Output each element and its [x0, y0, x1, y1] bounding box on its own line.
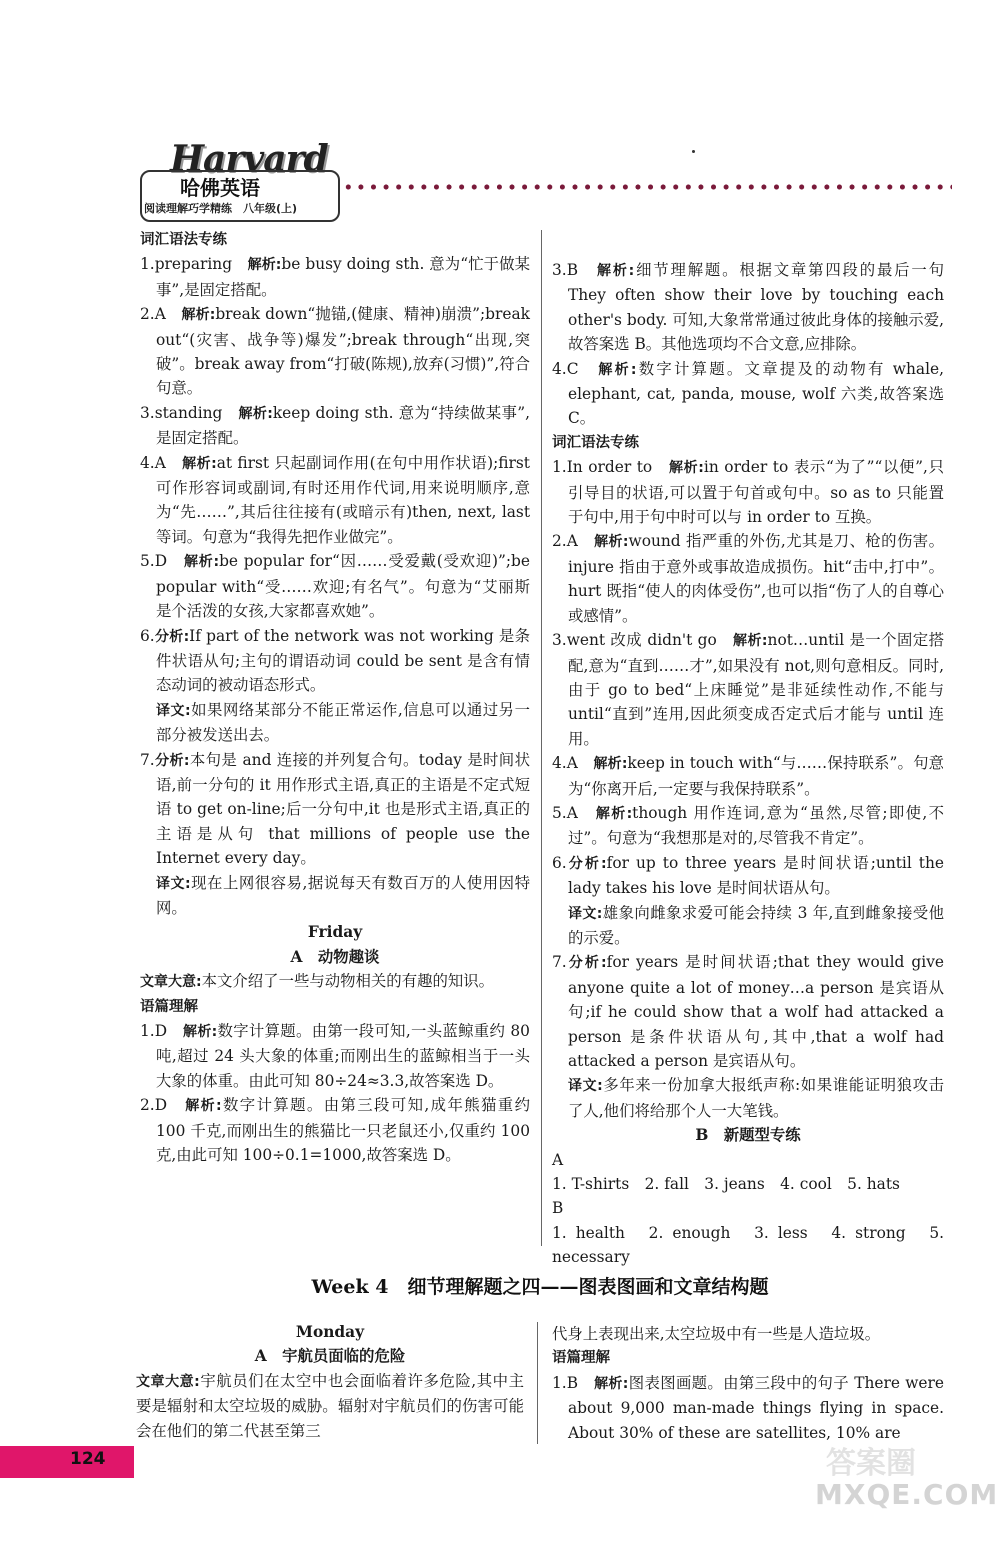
- paragraph-text: 1. health 2. enough 3. less 4. strong 5. necessary: [552, 1223, 944, 1267]
- paragraph-text: 宇航员们在太空中也会面临着许多危险,其中主要是辐射和太空垃圾的威胁。辐射对宇航员们的伤害可能会在他们的第二代甚至第三: [136, 1371, 524, 1440]
- centered-heading: A 动物趣谈: [290, 947, 380, 966]
- item-number: 3.: [552, 261, 567, 279]
- translation-text: 雄象向雌象求爱可能会持续 3 年,直到雌象接受他的示爱。: [568, 903, 944, 947]
- item-number: 5.: [552, 803, 567, 822]
- item-label: 解析:: [247, 257, 282, 274]
- item-text: keep in touch with“与……保持联系”。句意为“你离开后,一定要与我保持联系”。: [568, 754, 944, 798]
- plain-text: [552, 1221, 944, 1270]
- item-number: 1.: [140, 255, 155, 274]
- right-column: [552, 258, 944, 1270]
- translation-label: 译文:: [568, 905, 603, 922]
- page-number-tab: [0, 1446, 134, 1478]
- item-answer: A: [566, 532, 578, 551]
- item-text: 数字计算题。由第三段可知,成年熊猫重约 100 千克,而刚出生的熊猫比一只老鼠还小,仅重约 100 克,由此可知 100÷0.1=1000,故答案选 D。: [156, 1096, 530, 1165]
- header-dotted-rule: [342, 183, 952, 191]
- item-number: 1.: [552, 458, 567, 477]
- translation: [552, 1073, 944, 1123]
- logo-title: 哈佛英语: [180, 176, 260, 200]
- item-label: 解析:: [593, 756, 628, 773]
- translation-text: 多年来一份加拿大报纸声称:如果谁能证明狼攻击了人,他们将给那个人一大笔钱。: [568, 1076, 944, 1120]
- item-label: 解析:: [597, 263, 635, 279]
- item-number: 3.: [140, 403, 155, 422]
- plain-text: [552, 1148, 944, 1172]
- item-answer: standing: [154, 403, 223, 422]
- item-number: 4.: [140, 453, 155, 472]
- answer-item: [140, 1093, 530, 1167]
- section-heading: 词汇语法专练: [552, 434, 639, 451]
- item-answer: C: [566, 359, 579, 378]
- item-number: 7.: [140, 750, 155, 769]
- item-number: 2.: [552, 532, 567, 551]
- item-number: 7.: [552, 953, 567, 972]
- item-text: not…until 是一个固定搭配,意为“直到……才”,如果没有 not,则句意相反。同时,由于 go to bed“上床睡觉”是非延续性动作,不能与 until“直到”连用,因此须变成否定式后才能与 until 连用。: [568, 631, 944, 748]
- answer-item: [140, 302, 530, 401]
- bottom-left-column: [136, 1320, 524, 1443]
- item-number: 3.: [552, 631, 567, 650]
- item-number: 2.: [140, 1096, 155, 1115]
- answer-item: [552, 950, 944, 1073]
- item-answer: A: [566, 803, 578, 822]
- item-label: 解析:: [238, 405, 273, 422]
- answer-item: [552, 851, 944, 901]
- translation-label: 译文:: [156, 702, 191, 719]
- paragraph-label: 文章大意:: [136, 1373, 200, 1390]
- item-label: 解析:: [182, 455, 217, 472]
- item-label: 解析:: [594, 1375, 629, 1392]
- watermark-logo: 答案圈: [826, 1446, 916, 1481]
- item-text: 细节理解题。根据文章第四段的最后一句 They often show their love by touching each other's body. 可知,大象常常通过彼此身体的接触示爱,故答案选 B。其他选项均不合文意,应排除。: [568, 261, 944, 354]
- item-label: 解析:: [183, 554, 220, 571]
- item-number: 5.: [140, 552, 155, 571]
- item-label: 解析:: [668, 460, 704, 477]
- item-number: 1.: [140, 1022, 155, 1040]
- harvard-logo: [140, 138, 340, 220]
- plain-text: [552, 1196, 944, 1220]
- item-label: 分析:: [566, 955, 607, 972]
- answer-item: [552, 529, 944, 628]
- item-answer: In order to: [566, 458, 653, 477]
- centered-heading: Monday: [295, 1323, 365, 1341]
- answer-item: [552, 1371, 944, 1445]
- section-heading: 语篇理解: [140, 998, 198, 1015]
- item-text: 本句是 and 连接的并列复合句。today 是时间状语,前一分句的 it 用作形式主语,真正的主语是不定式短语 to get on-line;后一分句中,it 也是形式主语,真正的主语是从句 that millions of people use the Internet every day。: [156, 750, 530, 868]
- item-label: 解析:: [598, 361, 637, 378]
- item-text: at first 只起副词作用(在句中用作状语);first 可作形容词或副词,有时还用作代词,用来说明顺序,意为“先……”,其后往往接有(或暗示有)then, next, last 等词。句意为“我得先把作业做完”。: [156, 453, 530, 546]
- item-text: be busy doing sth. 意为“忙于做某事”,是固定搭配。: [156, 255, 530, 299]
- section-heading: 语篇理解: [552, 1350, 610, 1367]
- item-label: 解析:: [181, 307, 216, 324]
- answer-item: [552, 455, 944, 529]
- bottom-right-column: [552, 1322, 944, 1445]
- paragraph-text: 本文介绍了一些与动物相关的有趣的知识。: [201, 972, 495, 991]
- translation: [140, 698, 530, 748]
- item-number: 6.: [552, 853, 567, 872]
- item-text: for up to three years 是时间状语;until the lady takes his love 是时间状语从句。: [568, 853, 944, 898]
- item-answer: D: [154, 552, 168, 571]
- translation: [552, 901, 944, 951]
- item-answer: A: [566, 754, 578, 773]
- answer-item: [552, 801, 944, 851]
- item-number: 4.: [552, 359, 567, 378]
- item-answer: B: [566, 1373, 578, 1392]
- plain-text: [552, 1322, 944, 1346]
- item-text: in order to 表示“为了”“以便”,只引导目的状语,可以置于句首或句中。so as to 只能置于句中,用于句中时可以与 in order to 互换。: [568, 458, 944, 527]
- item-answer: D: [154, 1096, 168, 1115]
- watermark: MXQE.COM: [815, 1478, 999, 1511]
- item-label: 分析:: [566, 855, 607, 872]
- answer-item: [140, 549, 530, 623]
- item-label: 解析:: [185, 1098, 222, 1115]
- translation-text: 现在上网很容易,据说每天有数百万的人使用因特网。: [156, 873, 530, 917]
- answer-item: [552, 628, 944, 751]
- answer-item: [140, 748, 530, 871]
- column-divider-bottom: [537, 1322, 538, 1444]
- item-text: though 用作连词,意为“虽然,尽管;即使,不过”。句意为“我想那是对的,尽管我不肯定”。: [568, 803, 944, 848]
- logo-subtitle: 阅读理解巧学精练 八年级(上): [144, 202, 298, 215]
- item-text: be popular for“因……受爱戴(受欢迎)”;be popular with“受……欢迎;有名气”。句意为“艾丽斯是个活泼的女孩,大家都喜欢她”。: [156, 552, 530, 621]
- centered-heading: A 宇航员面临的危险: [254, 1347, 406, 1366]
- plain-text: [140, 969, 530, 994]
- item-label: 解析:: [594, 534, 629, 551]
- plain-text: [552, 1172, 944, 1196]
- answer-item: [140, 1019, 530, 1093]
- answer-item: [140, 401, 530, 451]
- paragraph-label: 文章大意:: [140, 974, 202, 991]
- item-label: 分析:: [154, 752, 190, 769]
- item-text: break down“抛锚,(健康、精神)崩溃”;break out“(灾害、战争等)爆发”;break through“出现,突破”。break away from“打破(陈规),放弃(习惯)”,符合句意。: [156, 305, 530, 398]
- centered-heading: B 新题型专练: [695, 1126, 801, 1145]
- item-answer: A: [154, 453, 166, 472]
- item-answer: D: [154, 1022, 168, 1040]
- answer-item: [140, 252, 530, 302]
- page-number: 124: [70, 1449, 106, 1469]
- item-label: 解析:: [595, 805, 633, 822]
- item-label: 解析:: [183, 1024, 218, 1040]
- week-heading: Week 4 细节理解题之四——图表图画和文章结构题: [311, 1276, 769, 1298]
- answer-item: [552, 357, 944, 431]
- section-heading: 词汇语法专练: [140, 232, 227, 248]
- column-divider: [541, 230, 542, 1246]
- item-label: 解析:: [733, 633, 768, 650]
- logo-brand: Harvard: [170, 138, 328, 180]
- item-text: 数字计算题。文章提及的动物有 whale, elephant, cat, panda, mouse, wolf 六类,故答案选 C。: [568, 359, 944, 428]
- paragraph-text: 1. T-shirts 2. fall 3. jeans 4. cool 5. hats: [552, 1175, 900, 1194]
- item-text: 图表图画题。由第三段中的句子 There were about 9,000 man-made things flying in space. About 30% of these are satellites, 10% are: [568, 1373, 944, 1442]
- paragraph-text: A: [552, 1150, 564, 1169]
- paragraph-text: 代身上表现出来,太空垃圾中有一些是人造垃圾。: [552, 1325, 881, 1343]
- left-column: [140, 228, 530, 1167]
- answer-item: [140, 451, 530, 550]
- answer-item: [552, 751, 944, 801]
- centered-heading: Friday: [307, 923, 363, 942]
- answer-item: [552, 258, 944, 357]
- item-label: 分析:: [154, 628, 190, 645]
- translation-label: 译文:: [156, 875, 191, 892]
- item-text: keep doing sth. 意为“持续做某事”,是固定搭配。: [156, 403, 530, 448]
- ink-speck: [692, 150, 695, 153]
- item-number: 4.: [552, 754, 567, 773]
- item-answer: B: [566, 261, 578, 279]
- item-answer: preparing: [154, 255, 233, 274]
- item-text: 数字计算题。由第一段可知,一头蓝鲸重约 80 吨,超过 24 头大象的体重;而刚出生的蓝鲸相当于一头大象的体重。由此可知 80÷24≈3.3,故答案选 D。: [156, 1022, 530, 1090]
- item-text: If part of the network was not working 是条件状语从句;主句的谓语动词 could be sent 是含有情态动词的被动语态形式。: [156, 626, 530, 695]
- item-answer: went 改成 didn't go: [566, 631, 717, 650]
- item-answer: A: [154, 305, 166, 324]
- answer-item: [140, 624, 530, 698]
- item-number: 2.: [140, 305, 155, 324]
- translation-text: 如果网络某部分不能正常运作,信息可以通过另一部分被发送出去。: [156, 700, 530, 745]
- item-number: 1.: [552, 1373, 567, 1392]
- translation: [140, 871, 530, 921]
- item-text: wound 指严重的外伤,尤其是刀、枪的伤害。injure 指由于意外或事故造成损伤。hit“击中,打中”。hurt 既指“使人的肉体受伤”,也可以指“伤了人的自尊心或感情”。: [568, 532, 944, 625]
- item-number: 6.: [140, 626, 155, 645]
- paragraph-text: B: [552, 1199, 564, 1218]
- item-text: for years 是时间状语;that they would give anyone quite a lot of money…a person 是宾语从句;if he could show that a wolf had attacked a person 是条件状语从句,其中,that a wolf had attacked a person 是宾语从句。: [568, 953, 944, 1070]
- plain-text: [136, 1369, 524, 1443]
- translation-label: 译文:: [568, 1078, 603, 1095]
